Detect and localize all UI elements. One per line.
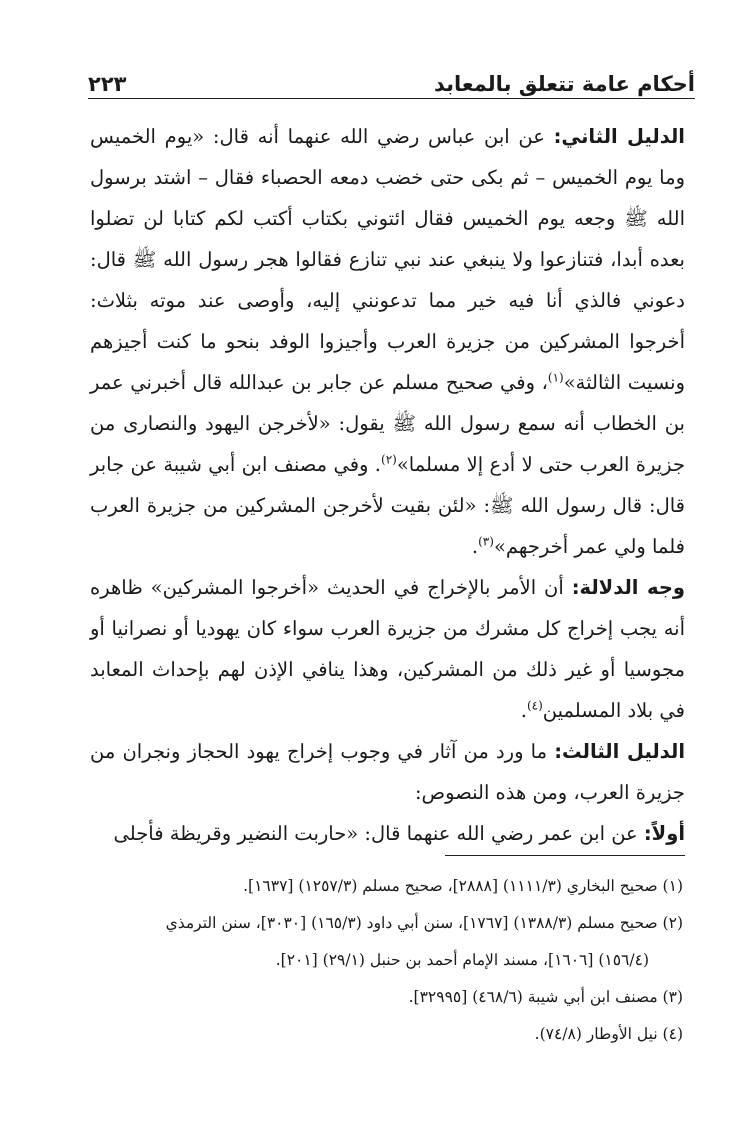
paragraph-text: عن ابن عباس رضي الله عنهما أنه قال: «يوم الخميس وما يوم الخميس – ثم بكى حتى خضب دمعه الحصباء فقال – اشتد برسول الله ﷺ وجعه يوم الخميس فقال ائتوني بكتاب أكتب لكم كتابا لن تضلوا بعده أبدا، فتنازعوا ولا ينبغي عند نبي تنازع فقالوا هجر رسول الله ﷺ قال: دعوني فالذي أنا فيه خير مما تدعونني إليه، وأوصى عند موته بثلاث: أخرجوا المشركين من جزيرة العرب وأجيزوا الوفد بنحو ما كنت أجيزهم ونسيت الثالثة» bbox=[90, 125, 685, 394]
section-label: وجه الدلالة: bbox=[571, 576, 685, 599]
paragraph-text: . وفي مصنف ابن أبي شيبة عن جابر قال: قال رسول الله ﷺ: «لئن بقيت لأخرجن المشركين من جزيرة العرب فلما ولي عمر أخرجهم» bbox=[90, 453, 685, 558]
header-divider bbox=[88, 98, 695, 99]
paragraph-text: ما ورد من آثار في وجوب إخراج يهود الحجاز ونجران من جزيرة العرب، ومن هذه النصوص: bbox=[90, 740, 685, 804]
footnote: (١) صحيح البخاري (١١١١/٣) [٢٨٨٨]، صحيح مسلم (١٢٥٧/٣) [١٦٣٧]. bbox=[243, 877, 683, 895]
paragraph-third-evidence bbox=[90, 731, 685, 813]
paragraph-first-item bbox=[90, 813, 685, 854]
footnote: (٣) مصنف ابن أبي شيبة (٤٦٨/٦) [٣٢٩٩٥]. bbox=[408, 988, 683, 1006]
running-title: أحكام عامة تتعلق بالمعابد bbox=[433, 72, 695, 96]
footnote-continuation: (١٥٦/٤) [١٦٠٦]، مسند الإمام أحمد بن حنبل (٢٩/١) [٢٠١]. bbox=[275, 951, 649, 969]
footnotes bbox=[90, 868, 683, 1053]
paragraph-text: أن الأمر بالإخراج في الحديث «أخرجوا المشركين» ظاهره أنه يجب إخراج كل مشرك من جزيرة العرب سواء كان يهوديا أو نصرانيا أو مجوسيا أو غير ذلك من المشركين، وهذا ينافي الإذن لهم بإحداث المعابد في بلاد المسلمين bbox=[90, 576, 685, 722]
running-header bbox=[88, 56, 695, 96]
footnote: (٢) صحيح مسلم (١٣٨٨/٣) [١٧٦٧]، سنن أبي داود (١٦٥/٣) [٣٠٣٠]، سنن الترمذي bbox=[165, 914, 683, 932]
paragraph-text: عن ابن عمر رضي الله عنهما قال: «حاربت النضير وقريظة فأجلى bbox=[113, 822, 644, 845]
paragraph-second-evidence bbox=[90, 116, 685, 567]
section-label: أولاً: bbox=[643, 822, 685, 845]
footnote-ref: (٤) bbox=[526, 698, 543, 713]
paragraph-indication bbox=[90, 567, 685, 731]
footnote-ref: (٣) bbox=[478, 534, 494, 549]
paragraph-text: . bbox=[471, 535, 479, 558]
paragraph-text: . bbox=[520, 699, 527, 722]
section-label: الدليل الثاني: bbox=[553, 125, 685, 148]
footnote-ref: (١) bbox=[547, 370, 564, 385]
footnote-ref: (٢) bbox=[381, 452, 397, 467]
main-text bbox=[90, 116, 685, 854]
footnote-divider bbox=[445, 855, 685, 856]
section-label: الدليل الثالث: bbox=[554, 740, 685, 763]
paragraph-text: ، وفي صحيح مسلم عن جابر بن عبدالله قال أخبرني عمر بن الخطاب أنه سمع رسول الله ﷺ يقول: «لأخرجن اليهود والنصارى من جزيرة العرب حتى لا أدع إلا مسلما» bbox=[90, 371, 685, 476]
page-number: ٢٢٣ bbox=[88, 72, 127, 96]
footnote: (٤) نيل الأوطار (٧٤/٨). bbox=[534, 1025, 683, 1043]
